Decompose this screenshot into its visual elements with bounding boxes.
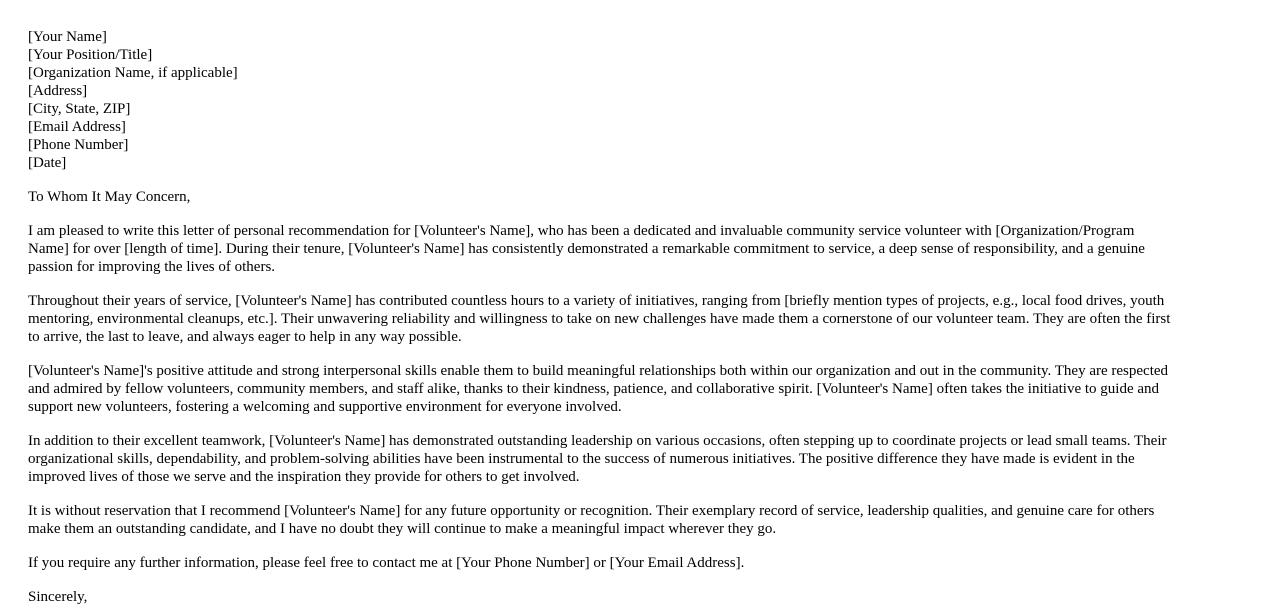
sender-address: [Address] [28, 83, 88, 99]
closing: Sincerely, [28, 589, 88, 605]
paragraph-line: improved lives of those we serve and the inspiration they provide for others to get involved. [28, 469, 580, 485]
paragraph-line: make them an outstanding candidate, and I have no doubt they will continue to make a meaningful impact wherever they go. [28, 521, 777, 537]
body-paragraph-5 [28, 502, 1253, 538]
paragraph-line: support new volunteers, fostering a welcoming and supportive environment for everyone involved. [28, 399, 622, 415]
paragraph-line: passion for improving the lives of others. [28, 259, 276, 275]
body-paragraph-4 [28, 432, 1253, 486]
paragraph-line: In addition to their excellent teamwork, [Volunteer's Name] has demonstrated outstanding leadership on various occasions, often stepping up to coordinate projects or lead small teams. Their [28, 433, 1167, 449]
paragraph-line: [Volunteer's Name]'s positive attitude and strong interpersonal skills enable them to build meaningful relationships both within our organization and out in the community. They are respected [28, 363, 1169, 379]
paragraph-line: to arrive, the last to leave, and always eager to help in any way possible. [28, 329, 462, 345]
letter-document [28, 28, 1253, 606]
body-paragraph-2 [28, 292, 1253, 346]
paragraph-line: and admired by fellow volunteers, community members, and staff alike, thanks to their kindness, patience, and collaborative spirit. [Volunteer's Name] often takes the initiative to guide and [28, 381, 1160, 397]
sender-position: [Your Position/Title] [28, 47, 153, 63]
paragraph-line: organizational skills, dependability, and problem-solving abilities have been instrumental to the success of numerous initiatives. The positive difference they have made is evident in the [28, 451, 1135, 467]
sender-email: [Email Address] [28, 119, 126, 135]
salutation: To Whom It May Concern, [28, 189, 191, 205]
sender-block [28, 28, 1253, 172]
paragraph-line: If you require any further information, please feel free to contact me at [Your Phone Number] or [Your Email Address]. [28, 555, 745, 571]
body-paragraph-3 [28, 362, 1253, 416]
paragraph-line: mentoring, environmental cleanups, etc.]. Their unwavering reliability and willingness to take on new challenges have made them a cornerstone of our volunteer team. They are often the first [28, 311, 1171, 327]
body-paragraph-6 [28, 554, 1253, 572]
paragraph-line: It is without reservation that I recommend [Volunteer's Name] for any future opportunity or recognition. Their exemplary record of service, leadership qualities, and genuine care for others [28, 503, 1155, 519]
paragraph-line: Name] for over [length of time]. During their tenure, [Volunteer's Name] has consistently demonstrated a remarkable commitment to service, a deep sense of responsibility, and a genuine [28, 241, 1145, 257]
sender-organization: [Organization Name, if applicable] [28, 65, 238, 81]
body-paragraph-1 [28, 222, 1253, 276]
sender-name: [Your Name] [28, 29, 107, 45]
letter-date: [Date] [28, 155, 67, 171]
paragraph-line: I am pleased to write this letter of personal recommendation for [Volunteer's Name], who has been a dedicated and invaluable community service volunteer with [Organization/Program [28, 223, 1135, 239]
sender-city-state-zip: [City, State, ZIP] [28, 101, 131, 117]
sender-phone: [Phone Number] [28, 137, 129, 153]
paragraph-line: Throughout their years of service, [Volunteer's Name] has contributed countless hours to a variety of initiatives, ranging from [briefly mention types of projects, e.g., local food drives, youth [28, 293, 1165, 309]
